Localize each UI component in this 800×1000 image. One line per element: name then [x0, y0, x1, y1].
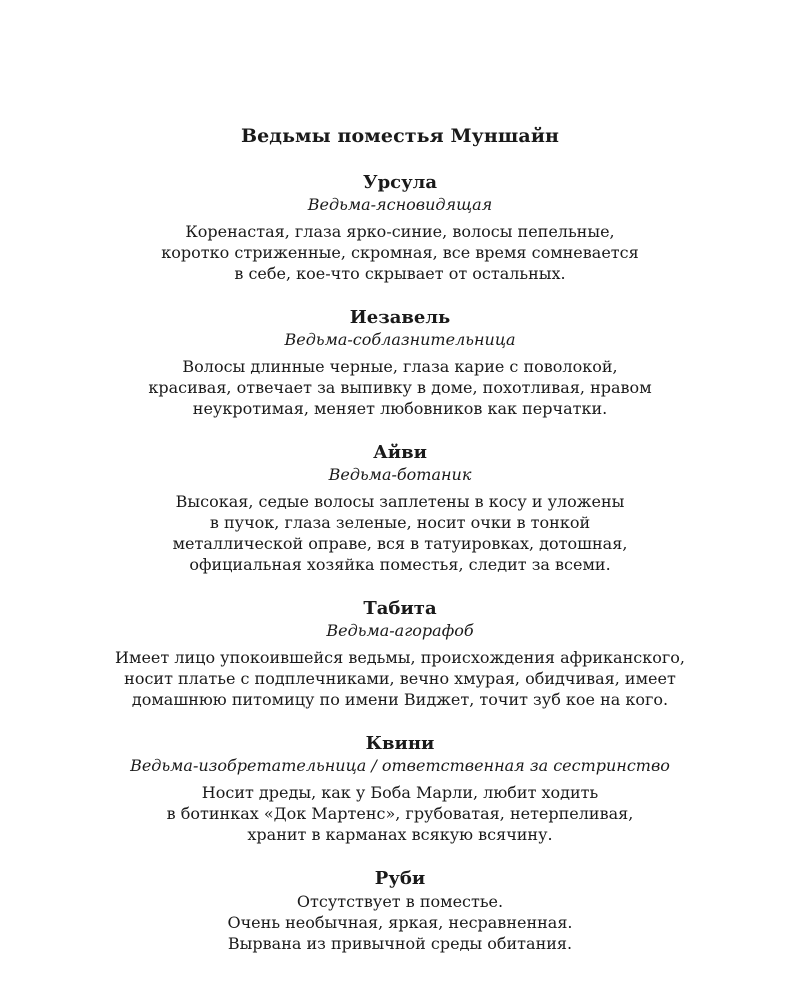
page-title: Ведьмы поместья Муншайн: [240, 125, 560, 147]
character-description: [0, 221, 800, 284]
character-description: [0, 491, 800, 575]
description-line: домашнюю питомицу по имени Виджет, точит зуб кое на кого.: [131, 690, 669, 709]
character-ursula: [0, 171, 800, 284]
character-queenie: [0, 732, 800, 845]
character-name: Иезавель: [349, 307, 451, 328]
description-line: в себе, кое-что скрывает от остальных.: [234, 264, 566, 283]
description-line: Отсутствует в поместье.: [296, 892, 504, 911]
description-line: хранит в карманах всякую всячину.: [247, 825, 553, 844]
character-ivy: [0, 441, 800, 575]
character-role: Ведьма-ботаник: [328, 465, 472, 484]
character-description: [0, 356, 800, 419]
description-line: носит платье с подплечниками, вечно хмурая, обидчивая, имеет: [124, 669, 676, 688]
character-name: Квини: [365, 733, 435, 754]
character-ruby: [0, 867, 800, 954]
description-line: официальная хозяйка поместья, следит за всеми.: [189, 555, 611, 574]
character-name: Айви: [373, 442, 427, 463]
character-name: Табита: [363, 598, 437, 619]
character-description: [0, 891, 800, 954]
character-role: Ведьма-соблазнительница: [284, 330, 516, 349]
description-line: Коренастая, глаза ярко-синие, волосы пепельные,: [185, 222, 615, 241]
description-line: Высокая, седые волосы заплетены в косу и уложены: [175, 492, 625, 511]
description-line: Имеет лицо упокоившейся ведьмы, происхождения африканского,: [115, 648, 685, 667]
description-line: красивая, отвечает за выпивку в доме, похотливая, нравом: [148, 378, 652, 397]
character-role: Ведьма-изобретательница / ответственная за сестринство: [130, 756, 670, 775]
description-line: Носит дреды, как у Боба Марли, любит ходить: [201, 783, 599, 802]
character-jezebel: [0, 306, 800, 419]
description-line: коротко стриженные, скромная, все время сомневается: [161, 243, 639, 262]
character-name: Руби: [374, 868, 426, 889]
description-line: в пучок, глаза зеленые, носит очки в тонкой: [209, 513, 591, 532]
character-tabitha: [0, 597, 800, 710]
description-line: в ботинках «Док Мартенс», грубоватая, нетерпеливая,: [166, 804, 634, 823]
character-role: Ведьма-агорафоб: [326, 621, 474, 640]
character-name: Урсула: [362, 172, 438, 193]
description-line: Очень необычная, яркая, несравненная.: [227, 913, 573, 932]
description-line: Вырвана из привычной среды обитания.: [227, 934, 573, 953]
description-line: металлической оправе, вся в татуировках, дотошная,: [172, 534, 628, 553]
character-role: Ведьма-ясновидящая: [307, 195, 493, 214]
description-line: неукротимая, меняет любовников как перчатки.: [192, 399, 608, 418]
character-description: [0, 782, 800, 845]
character-description: [0, 647, 800, 710]
description-line: Волосы длинные черные, глаза карие с поволокой,: [182, 357, 618, 376]
